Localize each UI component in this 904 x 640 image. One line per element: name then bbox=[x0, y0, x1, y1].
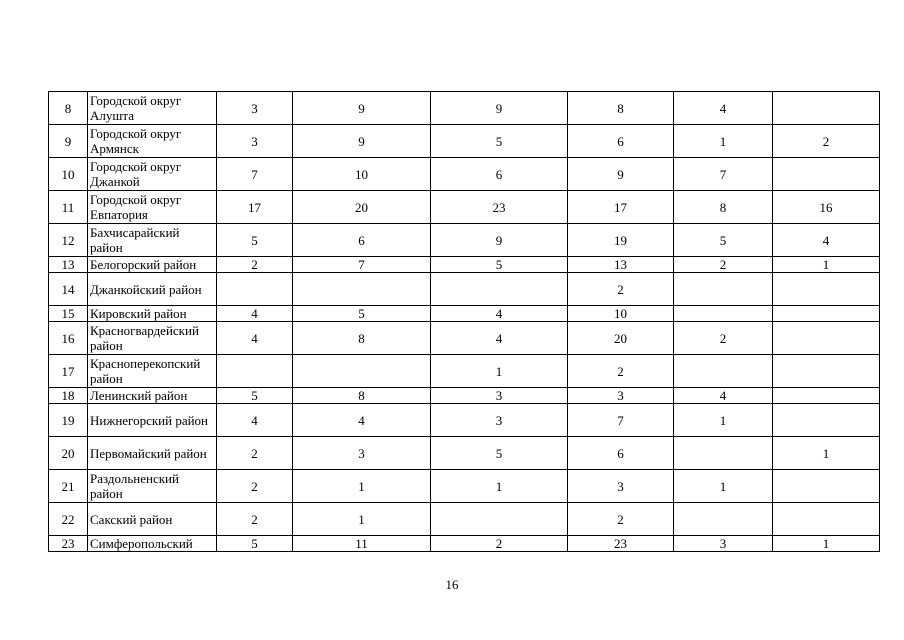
value-cell bbox=[217, 355, 293, 388]
value-cell: 2 bbox=[217, 503, 293, 536]
value-cell: 9 bbox=[293, 125, 431, 158]
value-cell: 5 bbox=[217, 224, 293, 257]
value-cell: 1 bbox=[674, 404, 773, 437]
value-cell: 2 bbox=[568, 355, 674, 388]
table-row bbox=[49, 437, 880, 470]
table-row bbox=[49, 355, 880, 388]
value-cell: 3 bbox=[431, 404, 568, 437]
value-cell bbox=[773, 273, 880, 306]
district-name: Городской округ Алушта bbox=[88, 92, 217, 125]
value-cell: 7 bbox=[293, 257, 431, 273]
district-name: Первомайский район bbox=[88, 437, 217, 470]
table-row bbox=[49, 404, 880, 437]
value-cell bbox=[293, 273, 431, 306]
value-cell: 4 bbox=[217, 322, 293, 355]
value-cell: 2 bbox=[674, 257, 773, 273]
table-row bbox=[49, 191, 880, 224]
value-cell: 9 bbox=[431, 224, 568, 257]
value-cell: 2 bbox=[217, 257, 293, 273]
table-row bbox=[49, 224, 880, 257]
value-cell: 4 bbox=[431, 322, 568, 355]
value-cell bbox=[773, 306, 880, 322]
value-cell: 3 bbox=[674, 536, 773, 552]
table-row bbox=[49, 503, 880, 536]
value-cell bbox=[773, 92, 880, 125]
value-cell: 5 bbox=[217, 388, 293, 404]
table-row bbox=[49, 470, 880, 503]
value-cell: 20 bbox=[293, 191, 431, 224]
value-cell bbox=[773, 322, 880, 355]
value-cell: 10 bbox=[568, 306, 674, 322]
table-row bbox=[49, 257, 880, 273]
value-cell: 9 bbox=[568, 158, 674, 191]
district-name: Нижнегорский район bbox=[88, 404, 217, 437]
district-name: Раздольненский район bbox=[88, 470, 217, 503]
row-number: 22 bbox=[49, 503, 88, 536]
value-cell: 1 bbox=[773, 257, 880, 273]
value-cell: 3 bbox=[431, 388, 568, 404]
row-number: 17 bbox=[49, 355, 88, 388]
district-name: Симферопольский bbox=[88, 536, 217, 552]
value-cell: 13 bbox=[568, 257, 674, 273]
value-cell: 19 bbox=[568, 224, 674, 257]
value-cell: 2 bbox=[773, 125, 880, 158]
value-cell: 1 bbox=[674, 470, 773, 503]
value-cell: 2 bbox=[568, 503, 674, 536]
value-cell: 8 bbox=[674, 191, 773, 224]
value-cell: 20 bbox=[568, 322, 674, 355]
value-cell: 5 bbox=[217, 536, 293, 552]
value-cell: 5 bbox=[674, 224, 773, 257]
value-cell: 4 bbox=[293, 404, 431, 437]
value-cell: 7 bbox=[568, 404, 674, 437]
district-name: Ленинский район bbox=[88, 388, 217, 404]
row-number: 16 bbox=[49, 322, 88, 355]
row-number: 21 bbox=[49, 470, 88, 503]
value-cell: 9 bbox=[431, 92, 568, 125]
value-cell: 4 bbox=[773, 224, 880, 257]
value-cell: 10 bbox=[293, 158, 431, 191]
table-row bbox=[49, 125, 880, 158]
value-cell: 4 bbox=[217, 404, 293, 437]
value-cell: 1 bbox=[293, 470, 431, 503]
value-cell bbox=[431, 273, 568, 306]
district-name: Городской округ Армянск bbox=[88, 125, 217, 158]
row-number: 10 bbox=[49, 158, 88, 191]
row-number: 12 bbox=[49, 224, 88, 257]
row-number: 23 bbox=[49, 536, 88, 552]
row-number: 14 bbox=[49, 273, 88, 306]
value-cell bbox=[773, 503, 880, 536]
row-number: 19 bbox=[49, 404, 88, 437]
value-cell: 5 bbox=[431, 257, 568, 273]
value-cell: 11 bbox=[293, 536, 431, 552]
table-row bbox=[49, 388, 880, 404]
row-number: 20 bbox=[49, 437, 88, 470]
table-row bbox=[49, 306, 880, 322]
value-cell bbox=[773, 158, 880, 191]
value-cell: 23 bbox=[431, 191, 568, 224]
value-cell: 7 bbox=[674, 158, 773, 191]
district-name: Сакский район bbox=[88, 503, 217, 536]
district-name: Бахчисарайский район bbox=[88, 224, 217, 257]
value-cell: 3 bbox=[568, 388, 674, 404]
row-number: 18 bbox=[49, 388, 88, 404]
value-cell: 5 bbox=[293, 306, 431, 322]
value-cell: 17 bbox=[568, 191, 674, 224]
value-cell: 1 bbox=[293, 503, 431, 536]
value-cell: 8 bbox=[293, 388, 431, 404]
district-name: Кировский район bbox=[88, 306, 217, 322]
value-cell: 7 bbox=[217, 158, 293, 191]
value-cell: 16 bbox=[773, 191, 880, 224]
value-cell: 5 bbox=[431, 437, 568, 470]
value-cell: 6 bbox=[568, 125, 674, 158]
value-cell: 4 bbox=[217, 306, 293, 322]
district-name: Городской округ Джанкой bbox=[88, 158, 217, 191]
value-cell: 1 bbox=[773, 536, 880, 552]
value-cell: 1 bbox=[431, 355, 568, 388]
district-name: Джанкойский район bbox=[88, 273, 217, 306]
value-cell: 2 bbox=[217, 437, 293, 470]
table-row bbox=[49, 273, 880, 306]
value-cell: 3 bbox=[568, 470, 674, 503]
value-cell: 2 bbox=[674, 322, 773, 355]
value-cell: 1 bbox=[674, 125, 773, 158]
value-cell bbox=[674, 503, 773, 536]
value-cell bbox=[773, 388, 880, 404]
value-cell: 6 bbox=[568, 437, 674, 470]
row-number: 13 bbox=[49, 257, 88, 273]
table-row bbox=[49, 92, 880, 125]
value-cell: 9 bbox=[293, 92, 431, 125]
row-number: 15 bbox=[49, 306, 88, 322]
value-cell: 3 bbox=[217, 92, 293, 125]
value-cell: 2 bbox=[431, 536, 568, 552]
row-number: 11 bbox=[49, 191, 88, 224]
district-name: Белогорский район bbox=[88, 257, 217, 273]
value-cell bbox=[773, 404, 880, 437]
value-cell: 23 bbox=[568, 536, 674, 552]
row-number: 9 bbox=[49, 125, 88, 158]
value-cell bbox=[773, 355, 880, 388]
page-number: 16 bbox=[445, 577, 459, 592]
value-cell bbox=[674, 306, 773, 322]
value-cell: 4 bbox=[674, 92, 773, 125]
value-cell: 3 bbox=[217, 125, 293, 158]
table-row bbox=[49, 536, 880, 552]
value-cell: 1 bbox=[431, 470, 568, 503]
value-cell bbox=[674, 355, 773, 388]
value-cell: 4 bbox=[431, 306, 568, 322]
value-cell bbox=[674, 437, 773, 470]
value-cell: 5 bbox=[431, 125, 568, 158]
district-name: Красноперекопский район bbox=[88, 355, 217, 388]
value-cell: 17 bbox=[217, 191, 293, 224]
value-cell bbox=[293, 355, 431, 388]
statistics-table bbox=[48, 91, 880, 552]
district-name: Красногвардейский район bbox=[88, 322, 217, 355]
value-cell: 6 bbox=[293, 224, 431, 257]
value-cell: 3 bbox=[293, 437, 431, 470]
value-cell bbox=[431, 503, 568, 536]
value-cell: 6 bbox=[431, 158, 568, 191]
district-name: Городской округ Евпатория bbox=[88, 191, 217, 224]
value-cell: 2 bbox=[568, 273, 674, 306]
table-row bbox=[49, 158, 880, 191]
table-row bbox=[49, 322, 880, 355]
row-number: 8 bbox=[49, 92, 88, 125]
value-cell: 8 bbox=[293, 322, 431, 355]
value-cell: 4 bbox=[674, 388, 773, 404]
value-cell: 2 bbox=[217, 470, 293, 503]
value-cell bbox=[773, 470, 880, 503]
value-cell bbox=[217, 273, 293, 306]
value-cell: 1 bbox=[773, 437, 880, 470]
value-cell bbox=[674, 273, 773, 306]
value-cell: 8 bbox=[568, 92, 674, 125]
